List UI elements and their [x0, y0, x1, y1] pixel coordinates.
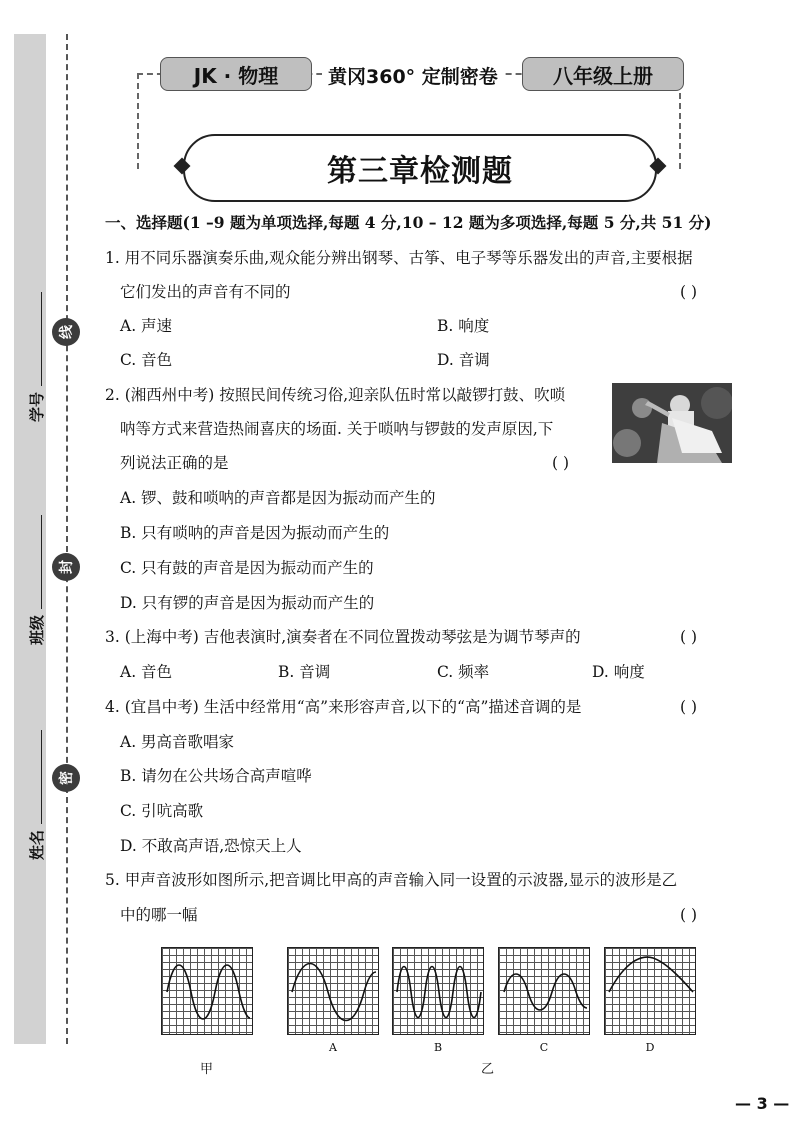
- class-label: 班级: [27, 614, 46, 645]
- q3-option-c: C. 频率: [437, 663, 490, 681]
- section-heading: 一、选择题(1 –9 题为单项选择,每题 4 分,10 – 12 题为多项选择,每题 5 分,共 51 分): [105, 213, 712, 232]
- q4-stem: 4. (宜昌中考) 生活中经常用“高”来形容声音,以下的“高”描述音调的是: [105, 698, 582, 716]
- figure-label-yi: 乙: [481, 1062, 495, 1077]
- subject-badge: JK · 物理: [160, 57, 312, 91]
- q3-stem: 3. (上海中考) 吉他表演时,演奏者在不同位置拨动琴弦是为调节琴声的: [105, 628, 581, 646]
- q1-stem-line1: 1. 用不同乐器演奏乐曲,观众能分辨出钢琴、古筝、电子琴等乐器发出的声音,主要根据: [105, 249, 693, 267]
- page-number: — 3 —: [735, 1094, 790, 1113]
- seal-mi: 密: [52, 764, 80, 792]
- q1-stem-line2: 它们发出的声音有不同的: [120, 283, 291, 301]
- q3-answer-blank: ( ): [680, 628, 698, 646]
- q2-option-d: D. 只有锣的声音是因为振动而产生的: [120, 594, 375, 612]
- q4-option-b: B. 请勿在公共场合高声喧哗: [120, 767, 312, 785]
- q1-answer-blank: ( ): [680, 283, 698, 301]
- q3-option-a: A. 音色: [120, 663, 173, 681]
- waveform-a: [287, 947, 379, 1035]
- seal-feng: 封: [52, 553, 80, 581]
- seal-xian: 线: [52, 318, 80, 346]
- q5-stem-line1: 5. 甲声音波形如图所示,把音调比甲高的声音输入同一设置的示波器,显示的波形是乙: [105, 871, 678, 889]
- figure-label-jia: 甲: [200, 1062, 214, 1077]
- q1-option-c: C. 音色: [120, 351, 173, 369]
- waveform-a-label: A: [329, 1041, 337, 1054]
- q1-option-d: D. 音调: [437, 351, 490, 369]
- waveform-c-label: C: [539, 1041, 549, 1054]
- q4-option-d: D. 不敢高声语,恐惊天上人: [120, 837, 302, 855]
- name-blank: [31, 730, 42, 824]
- q4-option-c: C. 引吭高歌: [120, 802, 204, 820]
- q2-photo-image: [612, 383, 732, 463]
- class-field: [26, 515, 46, 645]
- waveform-b: [392, 947, 484, 1035]
- waveform-d: [604, 947, 696, 1035]
- q3-option-b: B. 音调: [278, 663, 331, 681]
- q4-option-a: A. 男高音歌唱家: [120, 733, 235, 751]
- waveform-b-label: B: [433, 1041, 443, 1054]
- waveform-jia: [161, 947, 253, 1035]
- page-title: 第三章检测题: [183, 134, 657, 202]
- q1-option-a: A. 声速: [120, 317, 173, 335]
- q2-stem-line3: 列说法正确的是: [120, 454, 229, 472]
- student-id-blank: [31, 292, 42, 386]
- q5-answer-blank: ( ): [680, 906, 698, 924]
- q2-answer-blank: ( ): [552, 454, 570, 472]
- q2-option-b: B. 只有唢呐的声音是因为振动而产生的: [120, 524, 390, 542]
- q2-stem-line2: 呐等方式来营造热闹喜庆的场面. 关于唢呐与锣鼓的发声原因,下: [120, 420, 554, 438]
- name-label: 姓名: [27, 829, 46, 860]
- q2-stem-line1: 2. (湘西州中考) 按照民间传统习俗,迎亲队伍时常以敲锣打鼓、吹唢: [105, 386, 566, 404]
- binding-dashed-line: [66, 34, 68, 1044]
- q2-photo-suona-player: [612, 383, 732, 463]
- q1-option-b: B. 响度: [437, 317, 490, 335]
- waveform-d-label: D: [645, 1041, 655, 1054]
- waveform-c: [498, 947, 590, 1035]
- q4-answer-blank: ( ): [680, 698, 698, 716]
- student-id-label: 学号: [27, 391, 46, 422]
- class-blank: [31, 515, 42, 609]
- q3-option-d: D. 响度: [592, 663, 645, 681]
- q5-stem-line2: 中的哪一幅: [120, 906, 198, 924]
- grade-badge: 八年级上册: [522, 57, 684, 91]
- name-field: [26, 730, 46, 860]
- student-id-field: [26, 292, 46, 422]
- q2-option-c: C. 只有鼓的声音是因为振动而产生的: [120, 559, 374, 577]
- series-title: 黄冈360° 定制密卷: [322, 62, 504, 89]
- q2-option-a: A. 锣、鼓和唢呐的声音都是因为振动而产生的: [120, 489, 436, 507]
